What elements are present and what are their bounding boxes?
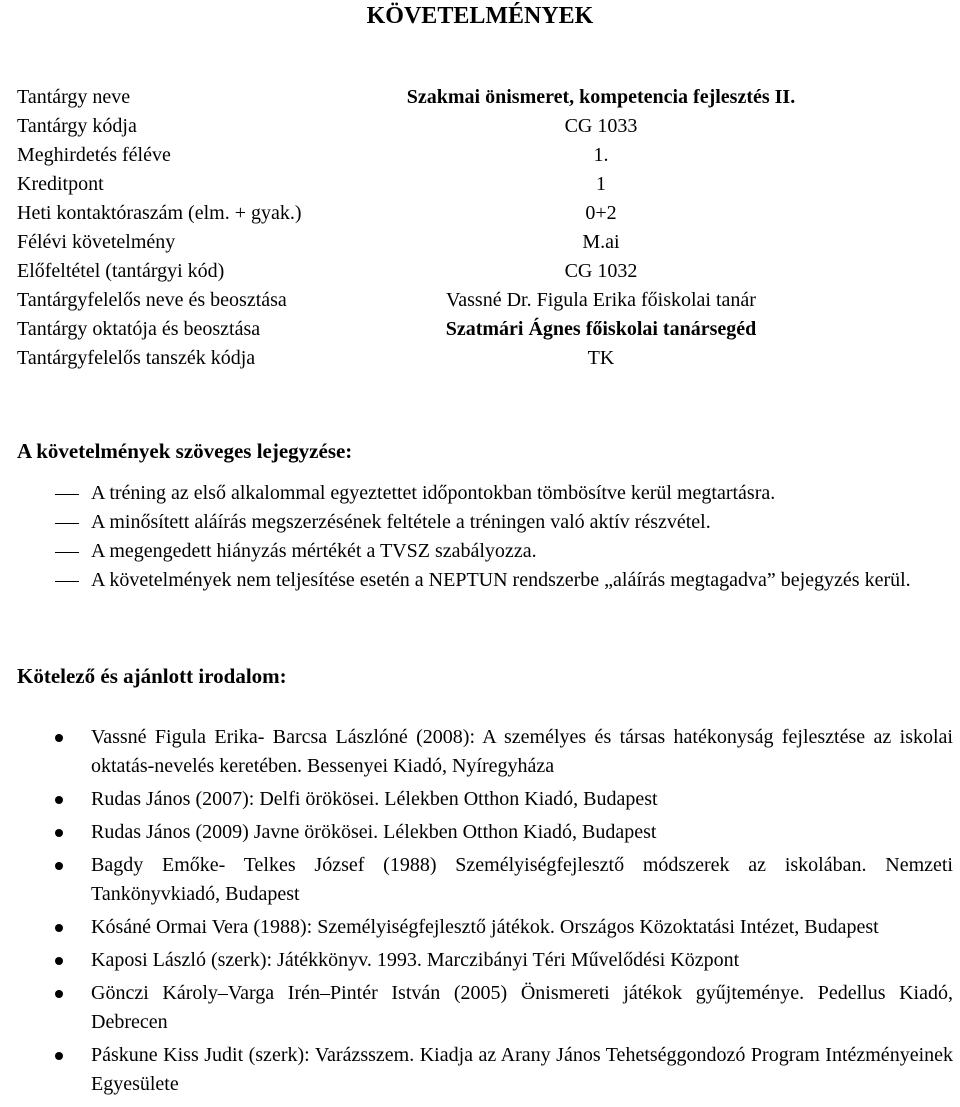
list-item: [17, 566, 953, 595]
info-row-semester: [17, 141, 917, 170]
dash-bullet-icon: [55, 523, 79, 524]
list-item-text: Páskune Kiss Judit (szerk): Varázsszem. Kiadja az Arany János Tehetséggondozó Program Intézményeinek Egyesülete: [91, 1044, 953, 1095]
page-title: KÖVETELMÉNYEK: [366, 3, 594, 29]
dash-bullet-icon: [55, 552, 79, 553]
info-row-department: [17, 344, 917, 373]
info-value: Vassné Dr. Figula Erika főiskolai tanár: [446, 289, 756, 311]
list-item: [17, 785, 953, 814]
list-item-text: Rudas János (2009) Javne örökösei. Lélekben Otthon Kiadó, Budapest: [91, 821, 657, 843]
list-item-text: Vassné Figula Erika- Barcsa Lászlóné (2008): A személyes és társas hatékonyság fejlesztése az iskolai oktatás-nevelés keretében. Bessenyei Kiadó, Nyíregyháza: [91, 726, 953, 777]
list-item-text: Kósáné Ormai Vera (1988): Személyiségfejlesztő játékok. Országos Közoktatási Intézet, Budapest: [91, 916, 879, 938]
literature-list: [17, 723, 953, 1099]
info-row-instructor: [17, 315, 917, 344]
info-value: CG 1033: [564, 115, 638, 137]
list-item-text: Rudas János (2007): Delfi örökösei. Lélekben Otthon Kiadó, Budapest: [91, 788, 658, 810]
info-row-course-name: [17, 83, 917, 112]
list-item-text: Gönczi Károly–Varga Irén–Pintér István (2005) Önismereti játékok gyűjteménye. Pedellus Kiadó, Debrecen: [91, 982, 953, 1033]
info-label: Meghirdetés féléve: [17, 144, 171, 166]
info-value: CG 1032: [564, 260, 638, 282]
list-item-text: A tréning az első alkalommal egyeztettet időpontokban tömbösítve kerül megtartásra.: [91, 482, 776, 504]
bullet-icon: [55, 990, 63, 998]
literature-heading: Kötelező és ajánlott irodalom:: [17, 664, 287, 688]
dash-bullet-icon: [55, 494, 79, 495]
list-item: [17, 479, 953, 508]
bullet-icon: [55, 734, 63, 742]
list-item: [17, 818, 953, 847]
bullet-icon: [55, 862, 63, 870]
info-row-contact-hours: [17, 199, 917, 228]
bullet-icon: [55, 1052, 63, 1060]
list-item: [17, 851, 953, 909]
requirements-heading: A követelmények szöveges lejegyzése:: [17, 439, 353, 463]
list-item: [17, 723, 953, 781]
info-value: 1.: [593, 144, 609, 166]
info-value: 0+2: [585, 202, 617, 224]
info-label: Előfeltétel (tantárgyi kód): [17, 260, 225, 282]
bullet-icon: [55, 829, 63, 837]
info-label: Tantárgyfelelős tanszék kódja: [17, 347, 256, 369]
info-row-responsible: [17, 286, 917, 315]
bullet-icon: [55, 924, 63, 932]
info-label: Kreditpont: [17, 173, 104, 195]
info-row-requirement-type: [17, 228, 917, 257]
info-label: Tantárgy kódja: [17, 115, 137, 137]
list-item-text: A minősített aláírás megszerzésének feltétele a tréningen való aktív részvétel.: [91, 511, 711, 533]
bullet-icon: [55, 957, 63, 965]
course-info-table: [17, 83, 917, 373]
info-label: Tantárgyfelelős neve és beosztása: [17, 289, 287, 311]
list-item-text: Kaposi László (szerk): Játékkönyv. 1993. Marczibányi Téri Művelődési Központ: [91, 949, 740, 971]
info-value: Szakmai önismeret, kompetencia fejlesztés II.: [406, 86, 796, 108]
requirements-list: [17, 479, 953, 595]
list-item: [17, 946, 953, 975]
info-value: TK: [587, 347, 615, 369]
list-item: [17, 979, 953, 1037]
dash-bullet-icon: [55, 581, 79, 582]
info-label: Tantárgy neve: [17, 86, 131, 108]
list-item-text: A megengedett hiányzás mértékét a TVSZ szabályozza.: [91, 540, 537, 562]
list-item-text: A követelmények nem teljesítése esetén a NEPTUN rendszerbe „aláírás megtagadva” bejegyzés kerül.: [91, 569, 911, 591]
info-row-prerequisite: [17, 257, 917, 286]
bullet-icon: [55, 796, 63, 804]
info-value: M.ai: [582, 231, 620, 253]
info-label: Tantárgy oktatója és beosztása: [17, 318, 261, 340]
list-item-text: Bagdy Emőke- Telkes József (1988) Személyiségfejlesztő módszerek az iskolában. Nemzeti Tankönyvkiadó, Budapest: [91, 854, 953, 905]
info-row-credits: [17, 170, 917, 199]
list-item: [17, 537, 953, 566]
list-item: [17, 508, 953, 537]
info-label: Félévi követelmény: [17, 231, 176, 253]
info-row-course-code: [17, 112, 917, 141]
list-item: [17, 1041, 953, 1099]
info-value: 1: [596, 173, 606, 195]
info-label: Heti kontaktóraszám (elm. + gyak.): [17, 202, 302, 224]
list-item: [17, 913, 953, 942]
info-value: Szatmári Ágnes főiskolai tanársegéd: [445, 318, 757, 340]
